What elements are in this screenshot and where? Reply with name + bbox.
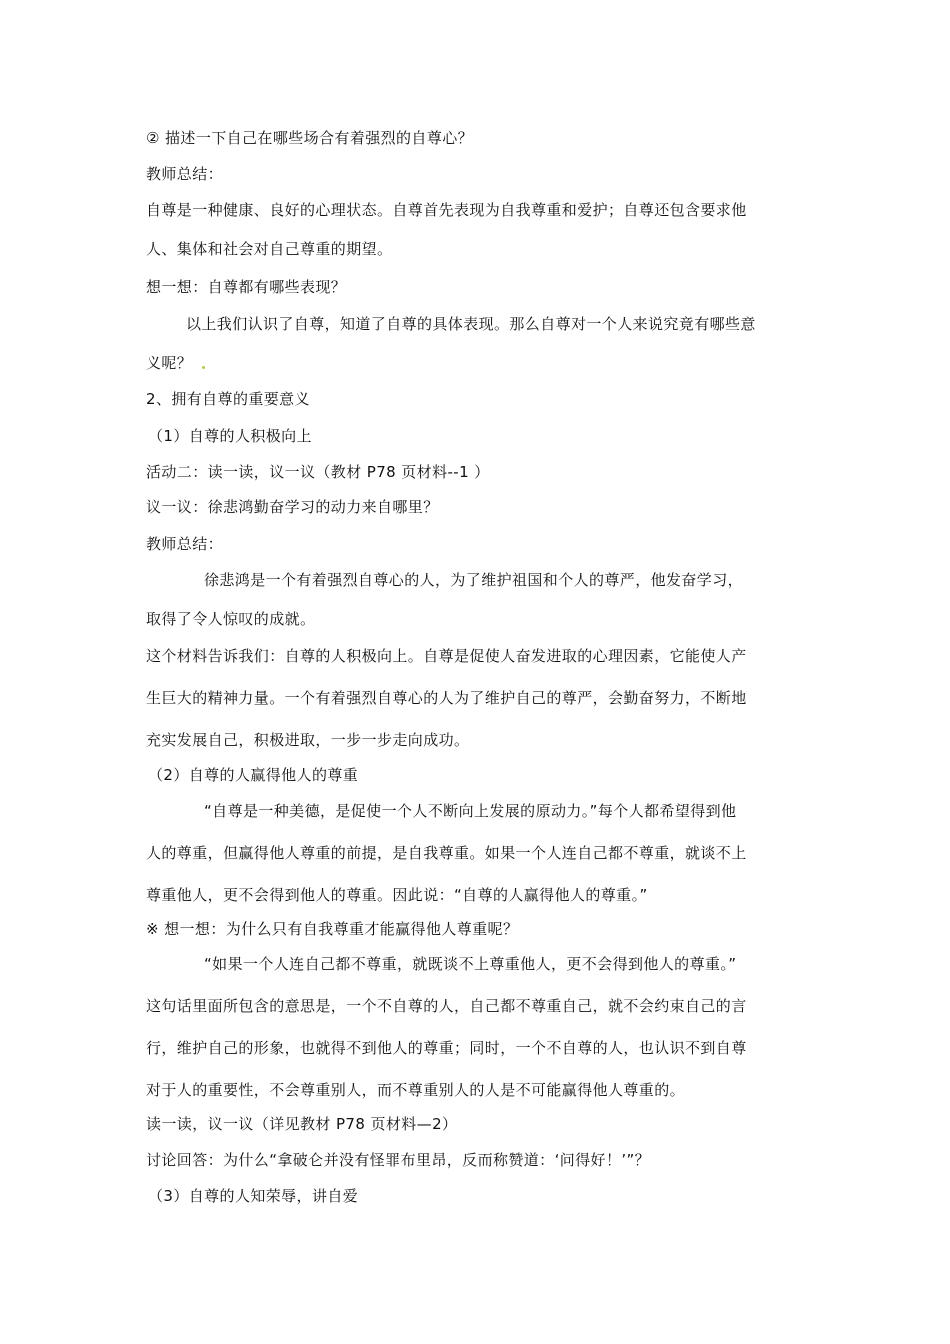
paragraph-line: 取得了令人惊叹的成就。: [146, 610, 316, 628]
quote-line: “自尊是一种美德，是促使一个人不断向上发展的原动力。”每个人都希望得到他: [204, 802, 737, 820]
section-heading: 2、拥有自尊的重要意义: [146, 390, 310, 408]
paragraph-line: 行，维护自己的形象，也就得不到他人的尊重；同时，一个不自尊的人，也认识不到自尊: [146, 1039, 747, 1057]
paragraph-line: 尊重他人，更不会得到他人的尊重。因此说：“自尊的人赢得他人的尊重。”: [146, 886, 648, 904]
paragraph-line: 以上我们认识了自尊，知道了自尊的具体表现。那么自尊对一个人来说究竟有哪些意: [186, 315, 756, 333]
paragraph-line: 这句话里面所包含的意思是，一个不自尊的人，自己都不尊重自己，就不会约束自己的言: [146, 997, 747, 1015]
subsection-heading: （3）自尊的人知荣辱，讲自爱: [148, 1187, 359, 1205]
think-question: ※ 想一想：为什么只有自我尊重才能赢得他人尊重呢？: [146, 920, 519, 938]
discussion-question: 议一议：徐悲鸿勤奋学习的动力来自哪里？: [146, 498, 439, 516]
paragraph-line: 生巨大的精神力量。一个有着强烈自尊心的人为了维护自己的尊严，会勤奋努力，不断地: [146, 689, 747, 707]
question-2-line: ② 描述一下自己在哪些场合有着强烈的自尊心？: [146, 129, 474, 147]
quote-line: “如果一个人连自己都不尊重，就既谈不上尊重他人，更不会得到他人的尊重。”: [204, 955, 737, 973]
teacher-summary-label: 教师总结：: [146, 535, 224, 553]
paragraph-line: 这个材料告诉我们：自尊的人积极向上。自尊是促使人奋发进取的心理因素，它能使人产: [146, 647, 747, 665]
discussion-question: 讨论回答：为什么“拿破仑并没有怪罪布里昂，反而称赞道：‘问得好！’”？: [146, 1151, 651, 1169]
paragraph-line: 充实发展自己，积极进取，一步一步走向成功。: [146, 731, 470, 749]
stray-dot-mark: [202, 366, 205, 369]
teacher-summary-label: 教师总结：: [146, 165, 224, 183]
paragraph-line: 自尊是一种健康、良好的心理状态。自尊首先表现为自我尊重和爱护；自尊还包含要求他: [146, 201, 747, 219]
paragraph-line: 人、集体和社会对自己尊重的期望。: [146, 240, 393, 258]
activity-line: 读一读，议一议（详见教材 P78 页材料—2）: [146, 1115, 458, 1133]
paragraph-line: 义呢？: [146, 354, 193, 372]
paragraph-line: 徐悲鸿是一个有着强烈自尊心的人，为了维护祖国和个人的尊严，他发奋学习，: [204, 571, 744, 589]
paragraph-line: 人的尊重，但赢得他人尊重的前提，是自我尊重。如果一个人连自己都不尊重，就谈不上: [146, 844, 747, 862]
activity-line: 活动二：读一读，议一议（教材 P78 页材料--1 ）: [146, 463, 490, 481]
paragraph-line: 对于人的重要性，不会尊重别人，而不尊重别人的人是不可能赢得他人尊重的。: [146, 1081, 686, 1099]
think-question: 想一想：自尊都有哪些表现？: [146, 278, 347, 296]
subsection-heading: （1）自尊的人积极向上: [148, 427, 312, 445]
subsection-heading: （2）自尊的人赢得他人的尊重: [148, 766, 359, 784]
